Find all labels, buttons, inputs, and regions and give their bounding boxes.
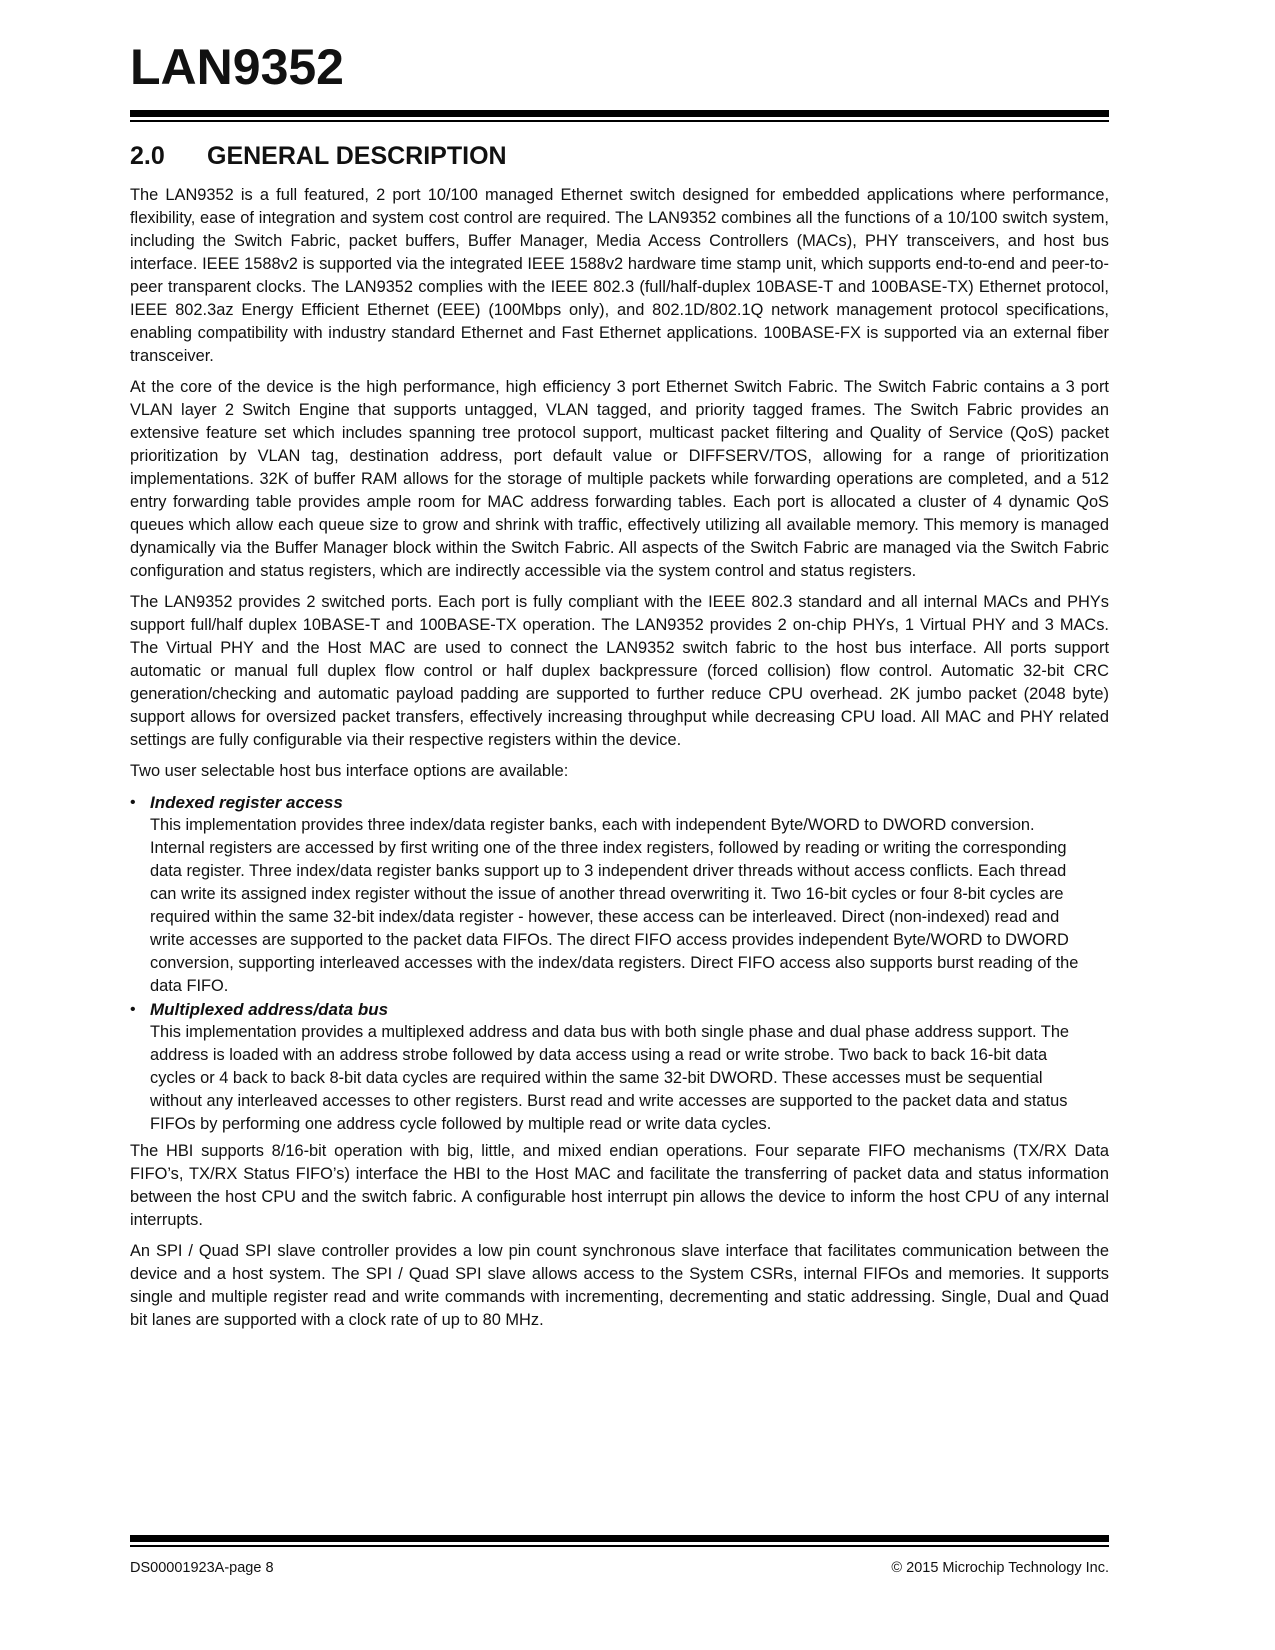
footer-doc-id: DS00001923A-page 8 [130, 1560, 274, 1576]
bullet-icon: • [130, 794, 136, 811]
bullet-title: Multiplexed address/data bus [150, 1000, 389, 1019]
paragraph-switched-ports: The LAN9352 provides 2 switched ports. Each port is fully compliant with the IEEE 802.3 standard and all internal MACs and PHYs support full/half duplex 10BASE-T and 100BASE-TX operation. The LAN9352 provides 2 on-chip PHYs, 1 Virtual PHY and 3 MACs. The Virtual PHY and the Host MAC are used to connect the LAN9352 switch fabric to the host bus interface. All ports support automatic or manual full duplex flow control or half duplex backpressure (forced collision) flow control. Automatic 32-bit CRC generation/checking and automatic payload padding are supported to further reduce CPU overhead. 2K jumbo packet (2048 byte) support allows for oversized packet transfers, effectively increasing throughput while decreasing CPU load. All MAC and PHY related settings are fully configurable via their respective registers within the device. [130, 593, 1109, 749]
paragraph-host-bus-options: Two user selectable host bus interface options are available: [130, 762, 569, 780]
header-rule-thin [130, 120, 1109, 122]
bullet-body: This implementation provides three index/data register banks, each with independent Byte/WORD to DWORD conversion. Internal registers are accessed by first writing one of the three index registers, followed by reading or writing the corresponding data register. Three index/data register banks support up to 3 independent driver threads without access conflicts. Each thread can write its assigned index register without the issue of another thread overwriting it. Two 16-bit cycles or four 8-bit cycles are required within the same 32-bit index/data register - however, these access can be interleaved. Direct (non-indexed) read and write accesses are supported to the packet data FIFOs. The direct FIFO access provides independent Byte/WORD to DWORD conversion, supporting interleaved accesses with the index/data registers. Direct FIFO access also supports burst reading of the data FIFO. [150, 816, 1079, 995]
paragraph-spi: An SPI / Quad SPI slave controller provides a low pin count synchronous slave interface that facilitates communication between the device and a host system. The SPI / Quad SPI slave allows access to the System CSRs, internal FIFOs and memories. It supports single and multiple register read and write commands with incrementing, decrementing and static addressing. Single, Dual and Quad bit lanes are supported with a clock rate of up to 80 MHz. [130, 1242, 1109, 1329]
section-heading [130, 143, 507, 171]
bullet-title: Indexed register access [150, 793, 343, 812]
paragraph-switch-fabric: At the core of the device is the high performance, high efficiency 3 port Ethernet Switch Fabric. The Switch Fabric contains a 3 port VLAN layer 2 Switch Engine that supports untagged, VLAN tagged, and priority tagged frames. The Switch Fabric provides an extensive feature set which includes spanning tree protocol support, multicast packet filtering and Quality of Service (QoS) packet prioritization by VLAN tag, destination address, port default value or DIFFSERV/TOS, allowing for a range of prioritization implementations. 32K of buffer RAM allows for the storage of multiple packets while forwarding operations are completed, and a 512 entry forwarding table provides ample room for MAC address forwarding tables. Each port is allocated a cluster of 4 dynamic QoS queues which allow each queue size to grow and shrink with traffic, effectively utilizing all available memory. This memory is managed dynamically via the Buffer Manager block within the Switch Fabric. All aspects of the Switch Fabric are managed via the Switch Fabric configuration and status registers, which are indirectly accessible via the system control and status registers. [130, 378, 1109, 580]
paragraph-overview: The LAN9352 is a full featured, 2 port 10/100 managed Ethernet switch designed for embedded applications where performance, flexibility, ease of integration and system cost control are required. The LAN9352 combines all the functions of a 10/100 switch system, including the Switch Fabric, packet buffers, Buffer Manager, Media Access Controllers (MACs), PHY transceivers, and host bus interface. IEEE 1588v2 is supported via the integrated IEEE 1588v2 hardware time stamp unit, which supports end-to-end and peer-to-peer transparent clocks. The LAN9352 complies with the IEEE 802.3 (full/half-duplex 10BASE-T and 100BASE-TX) Ethernet protocol, IEEE 802.3az Energy Efficient Ethernet (EEE) (100Mbps only), and 802.1D/802.1Q network management protocol specifications, enabling compatibility with industry standard Ethernet and Fast Ethernet applications. 100BASE-FX is supported via an external fiber transceiver. [130, 186, 1109, 365]
section-number: 2.0 [130, 142, 165, 170]
paragraph-hbi: The HBI supports 8/16-bit operation with big, little, and mixed endian operations. Four separate FIFO mechanisms (TX/RX Data FIFO’s, TX/RX Status FIFO’s) interface the HBI to the Host MAC and facilitate the transferring of packet data and status information between the host CPU and the switch fabric. A configurable host interrupt pin allows the device to inform the host CPU of any internal interrupts. [130, 1142, 1109, 1229]
document-title: LAN9352 [130, 39, 344, 95]
list-item-multiplexed-address-data-bus [130, 998, 1109, 1136]
header-rule-thick [130, 110, 1109, 117]
footer-rule-thick [130, 1535, 1109, 1542]
footer-copyright: © 2015 Microchip Technology Inc. [891, 1560, 1109, 1576]
footer-rule-thin [130, 1545, 1109, 1547]
host-bus-option-list [130, 791, 1109, 1136]
section-body [130, 184, 1109, 1340]
list-item-indexed-register-access [130, 791, 1109, 998]
section-title: GENERAL DESCRIPTION [207, 142, 507, 170]
bullet-icon: • [130, 1001, 136, 1018]
bullet-body: This implementation provides a multiplexed address and data bus with both single phase and dual phase address support. The address is loaded with an address strobe followed by data access using a read or write strobe. Two back to back 16-bit data cycles or 4 back to back 8-bit data cycles are required within the same 32-bit DWORD. These accesses must be sequential without any interleaved accesses to other registers. Burst read and write accesses are supported to the packet data and status FIFOs by performing one address cycle followed by multiple read or write data cycles. [150, 1023, 1070, 1133]
